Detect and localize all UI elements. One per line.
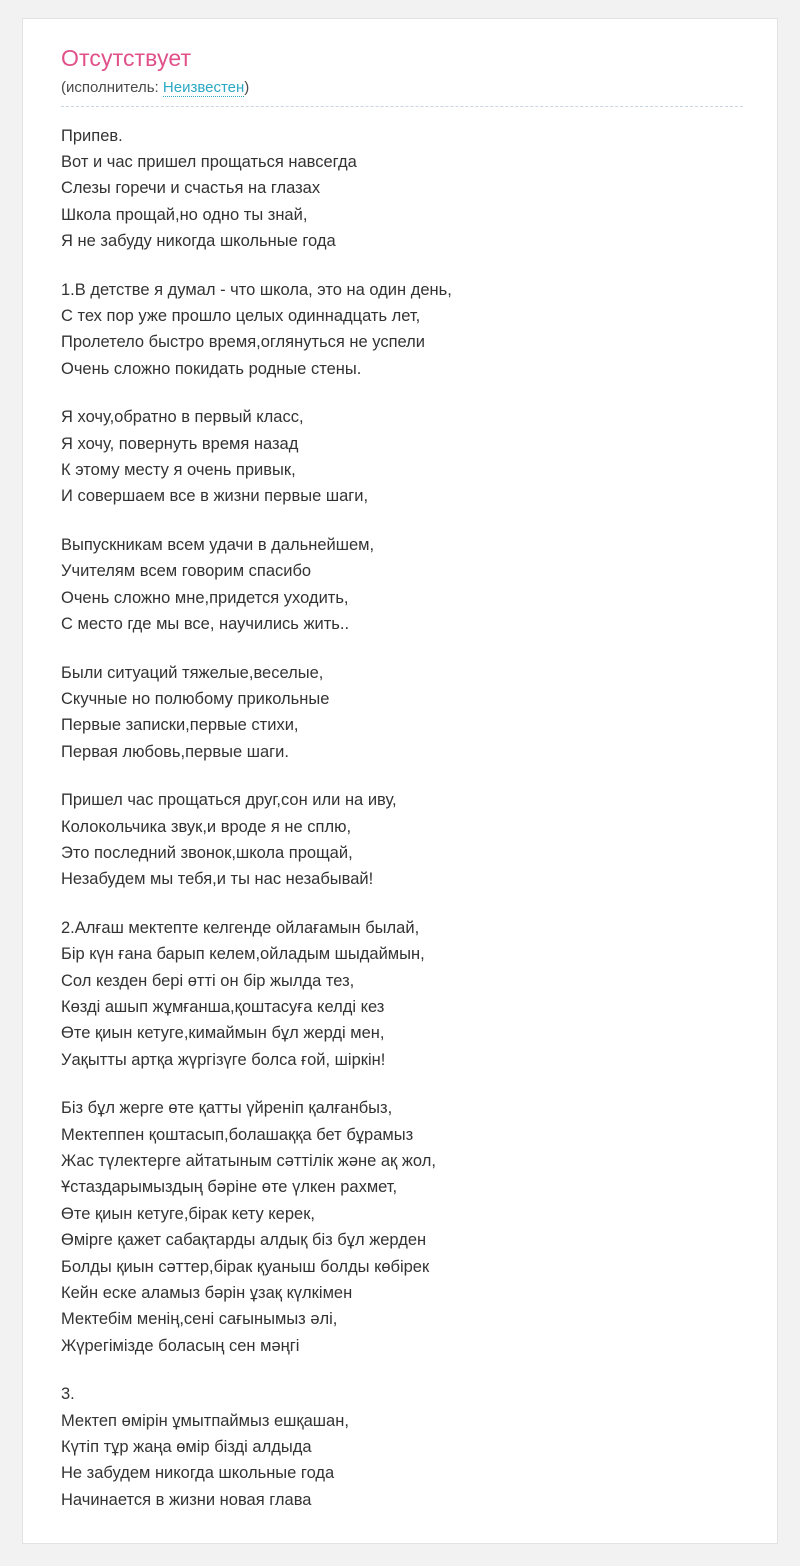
lyrics-line: Жүрегімізде боласың сен мәңгі	[61, 1336, 300, 1355]
lyrics-stanza	[61, 123, 743, 255]
lyrics-stanza	[61, 532, 743, 638]
lyrics-stanza	[61, 915, 743, 1073]
lyrics-line: С место где мы все, научились жить..	[61, 615, 350, 634]
lyrics-body	[61, 123, 743, 1514]
page-title: Отсутствует	[61, 45, 192, 71]
lyrics-line: С тех пор уже прошло целых одиннадцать лет,	[61, 307, 421, 326]
lyrics-line: Вот и час пришел прощаться навсегда	[61, 153, 357, 171]
lyrics-line: Припев.	[61, 126, 123, 145]
lyrics-line: Очень сложно мне,придется уходить,	[61, 588, 349, 607]
artist-label: (исполнитель:	[61, 78, 159, 96]
lyrics-line: Я не забуду никогда школьные года	[61, 232, 336, 251]
lyrics-line: 2.Алғаш мектепте келгенде ойлағамын былай,	[61, 918, 420, 937]
lyrics-line: Были ситуаций тяжелые,веселые,	[61, 663, 324, 682]
artist-line	[61, 79, 743, 107]
lyrics-line: Күтіп тұр жаңа өмір бізді алдыда	[61, 1438, 312, 1457]
lyrics-line: Я хочу, повернуть время назад	[61, 434, 299, 453]
lyrics-line: Слезы горечи и счастья на глазах	[61, 179, 321, 198]
lyrics-line: Мектеппен қоштасып,болашаққа бет бұрамыз	[61, 1125, 414, 1144]
lyrics-line: 3.	[61, 1385, 75, 1404]
lyrics-line: К этому месту я очень привык,	[61, 461, 296, 480]
lyrics-line: И совершаем все в жизни первые шаги,	[61, 487, 369, 506]
lyrics-line: Скучные но полюбому прикольные	[61, 689, 330, 708]
lyrics-stanza	[61, 404, 743, 510]
lyrics-line: Незабудем мы тебя,и ты нас незабывай!	[61, 870, 374, 889]
lyrics-line: Көзді ашып жұмғанша,қоштасуға келді кез	[61, 997, 385, 1016]
artist-suffix: )	[244, 78, 250, 96]
lyrics-line: Учителям всем говорим спасибо	[61, 562, 312, 581]
lyrics-line: Первая любовь,первые шаги.	[61, 742, 289, 761]
lyrics-line: Біз бұл жерге өте қатты үйреніп қалғанбыз,	[61, 1099, 393, 1118]
lyrics-line: 1.В детстве я думал - что школа, это на один день,	[61, 280, 452, 299]
lyrics-line: Выпускникам всем удачи в дальнейшем,	[61, 535, 375, 554]
lyrics-stanza	[61, 660, 743, 766]
lyrics-line: Школа прощай,но одно ты знай,	[61, 205, 308, 224]
lyrics-line: Не забудем никогда школьные года	[61, 1464, 335, 1483]
lyrics-line: Начинается в жизни новая глава	[61, 1490, 312, 1509]
lyrics-line: Ұстаздарымыздың бәріне өте үлкен рахмет,	[61, 1178, 398, 1197]
lyrics-line: Пришел час прощаться друг,сон или на иву,	[61, 791, 397, 810]
lyrics-line: Өте қиын кетуге,бірак кету керек,	[61, 1204, 316, 1223]
lyrics-line: Колокольчика звук,и вроде я не сплю,	[61, 817, 352, 836]
lyrics-line: Это последний звонок,школа прощай,	[61, 843, 353, 862]
lyrics-line: Мектеп өмірін ұмытпаймыз ешқашан,	[61, 1411, 349, 1430]
lyrics-line: Уақытты артқа жүргізүге болса ғой, шіркін!	[61, 1050, 386, 1069]
lyrics-line: Кейн еске аламыз бәрін ұзақ күлкімен	[61, 1284, 353, 1303]
lyrics-line: Очень сложно покидать родные стены.	[61, 359, 362, 378]
lyrics-line: Я хочу,обратно в первый класс,	[61, 408, 304, 427]
lyrics-line: Болды қиын сәттер,бірак қуаныш болды көбірек	[61, 1257, 430, 1276]
lyrics-line: Сол кезден бері өтті он бір жылда тез,	[61, 971, 355, 990]
lyrics-line: Мектебім менің,сені сағынымыз әлі,	[61, 1310, 338, 1329]
artist-link[interactable]: Неизвестен	[162, 78, 245, 96]
lyrics-stanza	[61, 1095, 743, 1359]
lyrics-line: Жас түлектерге айтатыным сәттілік және ақ жол,	[61, 1152, 436, 1170]
lyrics-line: Бір күн ғана барып келем,ойладым шыдаймын,	[61, 945, 425, 964]
lyrics-line: Өмірге қажет сабақтарды алдық біз бұл жерден	[61, 1231, 427, 1250]
lyrics-stanza	[61, 787, 743, 893]
lyrics-line: Өте қиын кетуге,кимаймын бұл жерді мен,	[61, 1024, 385, 1043]
lyrics-sheet	[22, 18, 778, 1544]
lyrics-stanza	[61, 1381, 743, 1513]
lyrics-line: Пролетело быстро время,оглянуться не успели	[61, 333, 425, 352]
lyrics-stanza	[61, 277, 743, 383]
lyrics-line: Первые записки,первые стихи,	[61, 716, 299, 735]
